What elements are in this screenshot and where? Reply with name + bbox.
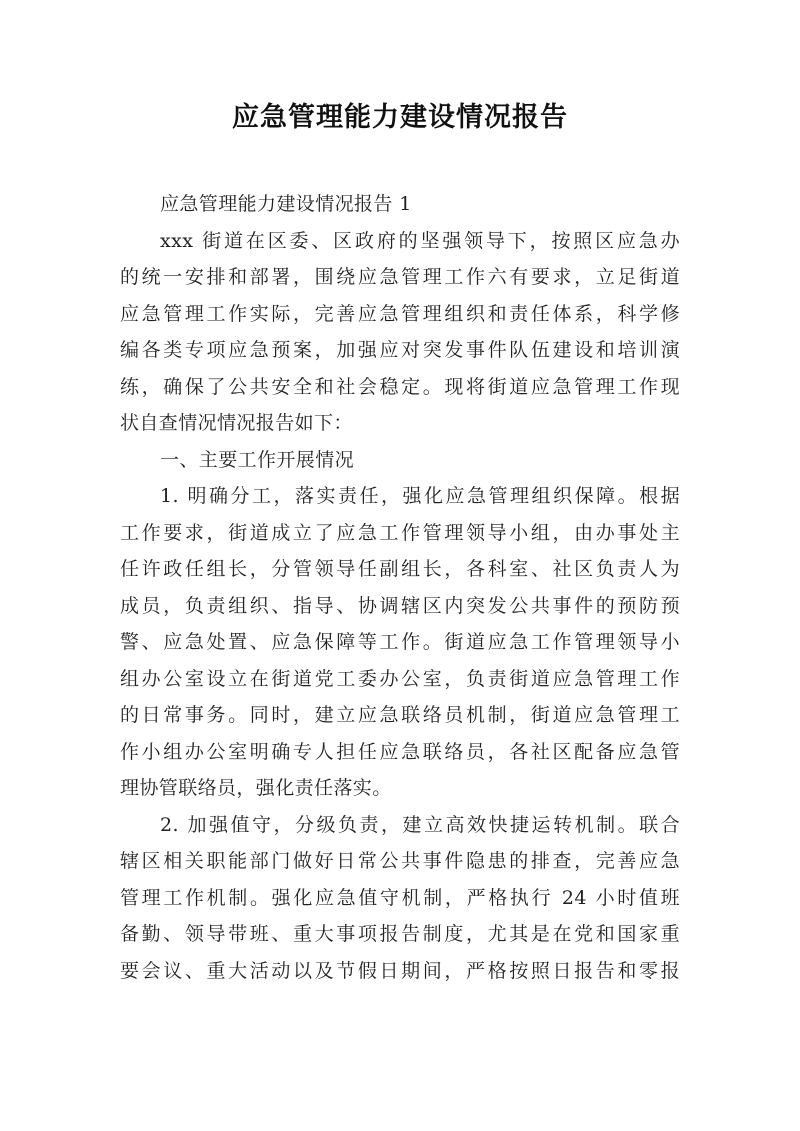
document-body xyxy=(120,186,680,989)
paragraph-2-line-9: 理协管联络员，强化责任落实。 xyxy=(120,777,392,799)
paragraph-2-line-3: 任许政任组长，分管领导任副组长，各科室、社区负责人为 xyxy=(120,558,680,580)
paragraph-2-line-7: 的日常事务。同时，建立应急联络员机制，街道应急管理工 xyxy=(120,704,680,726)
paragraph-3-line-3: 管理工作机制。强化应急值守机制，严格执行 24 小时值班 xyxy=(120,886,680,909)
paragraph-3-line-2: 辖区相关职能部门做好日常公共事件隐患的排查，完善应急 xyxy=(120,850,680,872)
document-title: 应急管理能力建设情况报告 xyxy=(232,102,568,133)
paragraph-1-line-1: xxx 街道在区委、区政府的坚强领导下，按照区应急办 xyxy=(160,229,680,252)
paragraph-3-line-5: 要会议、重大活动以及节假日期间，严格按照日报告和零报 xyxy=(120,959,680,982)
paragraph-2-line-5: 警、应急处置、应急保障等工作。街道应急工作管理领导小 xyxy=(120,631,680,653)
paragraph-2-line-1: 1. 明确分工，落实责任，强化应急管理组织保障。根据 xyxy=(160,485,680,507)
paragraph-2-line-6: 组办公室设立在街道党工委办公室，负责街道应急管理工作 xyxy=(120,667,680,690)
section-subtitle: 应急管理能力建设情况报告 1 xyxy=(160,193,412,215)
section-heading-1: 一、主要工作开展情况 xyxy=(160,448,355,471)
paragraph-1-line-5: 练，确保了公共安全和社会稳定。现将街道应急管理工作现 xyxy=(120,375,680,398)
paragraph-2-line-2: 工作要求，街道成立了应急工作管理领导小组，由办事处主 xyxy=(120,521,680,544)
paragraph-1-line-3: 应急管理工作实际，完善应急管理组织和责任体系，科学修 xyxy=(120,302,680,325)
paragraph-2-line-4: 成员，负责组织、指导、协调辖区内突发公共事件的预防预 xyxy=(120,594,680,617)
paragraph-1-line-4: 编各类专项应急预案，加强应对突发事件队伍建设和培训演 xyxy=(120,339,680,361)
paragraph-2-line-8: 作小组办公室明确专人担任应急联络员，各社区配备应急管 xyxy=(120,740,680,763)
paragraph-3-line-4: 备勤、领导带班、重大事项报告制度，尤其是在党和国家重 xyxy=(120,923,680,945)
paragraph-3-line-1: 2. 加强值守，分级负责，建立高效快捷运转机制。联合 xyxy=(160,813,680,836)
paragraph-1-line-2: 的统一安排和部署，围绕应急管理工作六有要求，立足街道 xyxy=(120,266,680,288)
paragraph-1-line-6: 状自查情况情况报告如下： xyxy=(120,412,353,434)
